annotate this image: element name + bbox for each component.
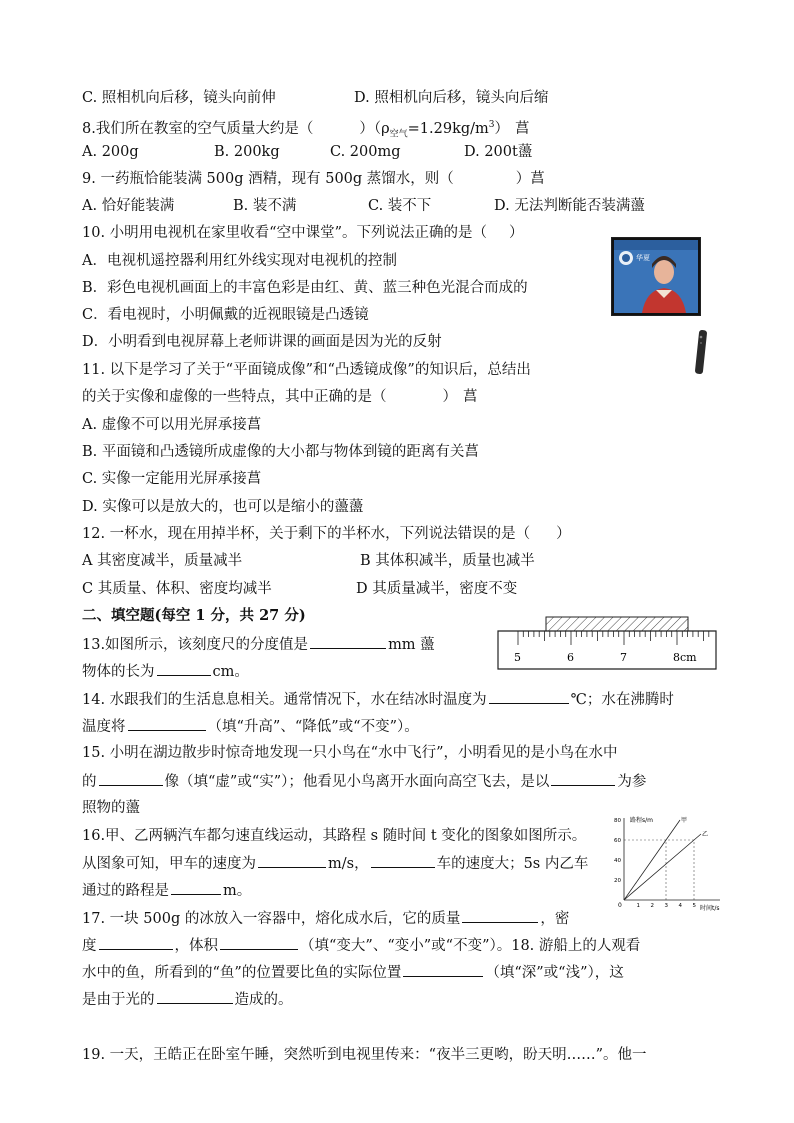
ruler-label-5: 5 bbox=[514, 651, 521, 664]
q17-text5: （填“变大”、“变小”或“不变”）。18. 游船上的人观看 bbox=[300, 938, 641, 954]
q12-option-c: C 其质量、体积、密度均减半 bbox=[82, 581, 272, 597]
q8-mark: 菖 bbox=[515, 120, 530, 137]
graph-y-tick-label: 20 bbox=[614, 878, 621, 884]
section-title: 二、填空题(每空 1 分，共 27 分) bbox=[82, 607, 306, 624]
q17-blank3[interactable] bbox=[220, 935, 298, 950]
graph-series-label-1: 乙 bbox=[702, 831, 709, 838]
q13-text1: 13.如图所示，该刻度尺的分度值是 bbox=[82, 637, 309, 653]
q11-option-c: C. 实像一定能用光屏承接菖 bbox=[82, 471, 262, 487]
q17-text3: 度 bbox=[82, 938, 97, 954]
q15-line1: 15. 小明在湖边散步时惊奇地发现一只小鸟在“水中飞行”，小明看见的是小鸟在水中 bbox=[82, 745, 618, 761]
q16-text1: 从图象可知，甲车的速度为 bbox=[82, 856, 256, 872]
q9-option-b: B. 装不满 bbox=[233, 198, 297, 214]
graph-x-label: 时间t/s bbox=[700, 905, 720, 912]
q8-option-d-mark: 蘯 bbox=[517, 144, 533, 160]
q14-text4: （填“升高”、“降低”或“不变”）。 bbox=[207, 719, 419, 735]
q12-option-a: A 其密度减半，质量减半 bbox=[82, 553, 243, 569]
q17-blank2[interactable] bbox=[99, 935, 173, 950]
q17-text2: ，密 bbox=[540, 911, 570, 927]
graph-x-tick-label: 3 bbox=[664, 903, 668, 909]
graph-x-tick-label: 5 bbox=[692, 903, 696, 909]
q18-blank2[interactable] bbox=[157, 989, 233, 1004]
q8-subscript: 空气 bbox=[389, 129, 408, 140]
q9-option-d-mark: 蘯 bbox=[630, 198, 645, 214]
q14-text3: 温度将 bbox=[82, 719, 126, 735]
tv-logo-text: 华夏 bbox=[636, 254, 650, 262]
q11-close: ） bbox=[442, 389, 457, 405]
q18-line1 bbox=[82, 962, 624, 983]
q8-option-a: A. 200g bbox=[82, 144, 139, 160]
q18-text3: 是由于光的 bbox=[82, 992, 155, 1008]
q12-option-b: B 其体积减半，质量也减半 bbox=[360, 553, 535, 569]
q12-close: ） bbox=[556, 526, 571, 542]
q15-text3: 为参 bbox=[617, 774, 647, 790]
q13-blank1[interactable] bbox=[310, 634, 386, 649]
q13-text4: cm。 bbox=[212, 664, 249, 680]
graph-y-label: 路程s/m bbox=[630, 817, 653, 824]
q14-blank2[interactable] bbox=[128, 716, 206, 731]
graph-x-tick-label: 2 bbox=[650, 903, 654, 909]
q18-line2 bbox=[82, 989, 293, 1010]
q11-option-b: B. 平面镜和凸透镜所成虚像的大小都与物体到镜的距离有关菖 bbox=[82, 444, 479, 460]
q18-blank1[interactable] bbox=[403, 962, 483, 977]
q9-stem bbox=[82, 169, 545, 189]
q8-superscript: 3 bbox=[488, 120, 495, 130]
q10-option-c: C．看电视时，小明佩戴的近视眼镜是凸透镜 bbox=[82, 307, 369, 323]
q10-option-a: A．电视机遥控器利用红外线实现对电视机的控制 bbox=[82, 253, 397, 269]
q7-option-d: D. 照相机向后移，镜头向后缩 bbox=[354, 90, 549, 106]
q8-rho: ）（ρ bbox=[359, 120, 390, 137]
q14-line2 bbox=[82, 716, 419, 737]
q16-blank2[interactable] bbox=[371, 853, 435, 868]
q16-blank1[interactable] bbox=[258, 853, 326, 868]
q17-line2 bbox=[82, 935, 640, 956]
q11-option-d: D. 实像可以是放大的，也可以是缩小的蘯蘯 bbox=[82, 499, 364, 515]
q8-option-d-text: D. 200t bbox=[464, 144, 518, 160]
tv-screen-svg bbox=[612, 238, 700, 315]
q16-text5: m。 bbox=[223, 883, 252, 899]
q15-blank2[interactable] bbox=[551, 771, 615, 786]
q18-text2: （填“深”或“浅”），这 bbox=[485, 965, 624, 981]
ruler-svg bbox=[496, 615, 720, 673]
q17-text4: ，体积 bbox=[174, 938, 218, 954]
q15-blank1[interactable] bbox=[99, 771, 163, 786]
q12-stem bbox=[82, 524, 571, 544]
tv-screen-image bbox=[611, 237, 701, 316]
graph-origin: 0 bbox=[618, 902, 622, 909]
q16-text2: m/s， bbox=[328, 856, 369, 872]
q14-blank1[interactable] bbox=[489, 689, 569, 704]
q8-option-b: B. 200kg bbox=[214, 144, 280, 160]
q11-option-a: A. 虚像不可以用光屏承接菖 bbox=[82, 417, 262, 433]
distance-time-graph bbox=[612, 812, 724, 920]
q10-close: ） bbox=[509, 225, 524, 241]
q9-mark: 菖 bbox=[530, 171, 545, 187]
q12-option-d: D 其质量减半，密度不变 bbox=[356, 581, 518, 597]
ruler-figure bbox=[496, 615, 720, 677]
q15-text1: 的 bbox=[82, 774, 97, 790]
q15-text2: 像（填“虚”或“实”）；他看见小鸟离开水面向高空飞去，是以 bbox=[164, 774, 550, 790]
q13-text3: 物体的长为 bbox=[82, 664, 155, 680]
q17-text1: 17. 一块 500g 的冰放入一容器中，熔化成水后，它的质量 bbox=[82, 911, 461, 927]
graph-series-label-0: 甲 bbox=[681, 817, 688, 824]
ruler-label-6: 6 bbox=[567, 651, 574, 664]
q14-text1: 14. 水跟我们的生活息息相关。通常情况下，水在结冰时温度为 bbox=[82, 692, 487, 708]
ruler-label-8cm: 8cm bbox=[673, 651, 697, 664]
q11-stem-line1: 11. 以下是学习了关于“平面镜成像”和“凸透镜成像”的知识后，总结出 bbox=[82, 362, 531, 378]
q16-line2 bbox=[82, 853, 588, 874]
graph-series-line-0 bbox=[624, 820, 680, 900]
q13-line1 bbox=[82, 634, 435, 655]
q16-line3 bbox=[82, 880, 251, 901]
q11-stem-line2 bbox=[82, 387, 478, 407]
graph-y-tick-label: 60 bbox=[614, 838, 621, 844]
graph-x-tick-label: 1 bbox=[636, 903, 640, 909]
q17-blank1[interactable] bbox=[462, 908, 538, 923]
q8-density: =1.29kg/m bbox=[407, 120, 489, 137]
q9-close: ） bbox=[515, 171, 531, 187]
q9-option-a: A. 恰好能装满 bbox=[82, 198, 175, 214]
q13-blank2[interactable] bbox=[157, 661, 211, 676]
q8-stem bbox=[82, 115, 530, 145]
graph-svg bbox=[612, 812, 724, 916]
q16-text3: 车的速度大；5s 内乙车 bbox=[436, 856, 589, 872]
q15-line2 bbox=[82, 771, 646, 792]
q18-text4: 造成的。 bbox=[234, 992, 293, 1008]
q14-line1 bbox=[82, 689, 674, 710]
q8-stem-text: 8.我们所在教室的空气质量大约是（ bbox=[82, 120, 314, 137]
q11-stem2-text: 的关于实像和虚像的一些特点，其中正确的是（ bbox=[82, 389, 387, 405]
q10-stem-text: 10. 小明用电视机在家里收看“空中课堂”。下列说法正确的是（ bbox=[82, 225, 487, 241]
q10-stem bbox=[82, 223, 524, 243]
q12-stem-text: 12. 一杯水，现在用掉半杯，关于剩下的半杯水，下列说法错误的是（ bbox=[82, 526, 531, 542]
q16-line1: 16.甲、乙两辆汽车都匀速直线运动，其路程 s 随时间 t 变化的图象如图所示。 bbox=[82, 828, 587, 844]
remote-control-image bbox=[694, 329, 708, 379]
graph-y-tick-label: 80 bbox=[614, 818, 621, 824]
q19-line1: 19. 一天，王皓正在卧室午睡，突然听到电视里传来：“夜半三更哟，盼天明……”。他一 bbox=[82, 1047, 647, 1063]
q9-option-c: C. 装不下 bbox=[368, 198, 432, 214]
q10-option-b: B．彩色电视机画面上的丰富色彩是由红、黄、蓝三种色光混合而成的 bbox=[82, 280, 528, 296]
q9-option-d bbox=[494, 196, 645, 216]
q18-text1: 水中的鱼，所看到的“鱼”的位置要比鱼的实际位置 bbox=[82, 965, 402, 981]
q7-option-c: C. 照相机向后移，镜头向前伸 bbox=[82, 90, 276, 106]
ruler-object bbox=[546, 617, 688, 631]
q17-line1 bbox=[82, 908, 569, 929]
q14-text2: ℃；水在沸腾时 bbox=[570, 692, 674, 708]
q11-mark: 菖 bbox=[463, 389, 478, 405]
graph-series-line-1 bbox=[624, 834, 701, 900]
q9-option-d-text: D. 无法判断能否装满 bbox=[494, 198, 631, 214]
q15-line3: 照物的蘯 bbox=[82, 800, 140, 816]
graph-x-tick-label: 4 bbox=[678, 903, 682, 909]
q10-option-d: D．小明看到电视屏幕上老师讲课的画面是因为光的反射 bbox=[82, 334, 442, 350]
q8-close: ） bbox=[494, 120, 510, 137]
ruler-label-7: 7 bbox=[620, 651, 627, 664]
q16-blank3[interactable] bbox=[171, 880, 221, 895]
q8-option-d bbox=[464, 142, 532, 162]
q9-stem-text: 9. 一药瓶恰能装满 500g 酒精，现有 500g 蒸馏水，则（ bbox=[82, 171, 454, 187]
remote-svg bbox=[694, 329, 708, 375]
q13-line2 bbox=[82, 661, 249, 682]
q8-option-c: C. 200mg bbox=[330, 144, 401, 160]
q16-text4: 通过的路程是 bbox=[82, 883, 169, 899]
q13-text2: mm 蘯 bbox=[388, 637, 435, 653]
graph-y-tick-label: 40 bbox=[614, 858, 621, 864]
